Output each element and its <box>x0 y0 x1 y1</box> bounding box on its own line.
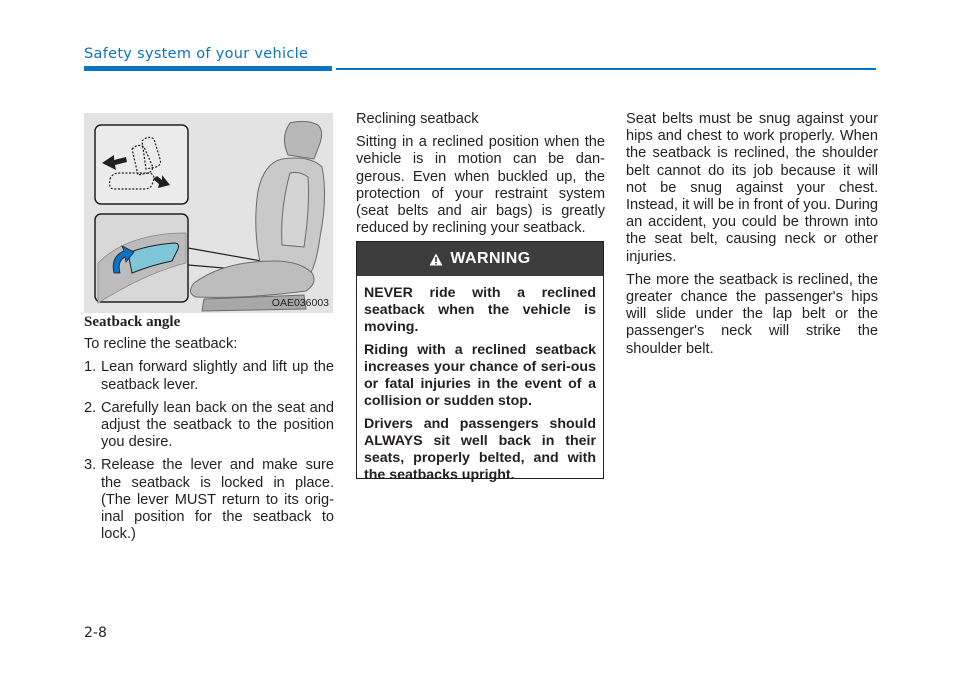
body-paragraph: The more the seatback is reclined, the greater chance the passenger's hips will slide under the lap belt or the passenger's neck will strike the shoulder belt. <box>626 271 878 357</box>
column-left <box>84 314 334 549</box>
figure-code: OAE036003 <box>271 297 329 309</box>
list-item <box>84 359 334 393</box>
step-number: 3. <box>84 457 97 474</box>
section-header-title: Safety system of your vehicle <box>84 46 309 62</box>
column-middle <box>356 111 605 243</box>
column-right <box>626 111 878 364</box>
section-heading: Seatback angle <box>84 314 181 330</box>
seat-drawing <box>84 113 333 313</box>
list-item <box>84 457 334 543</box>
warning-box <box>356 241 604 483</box>
recline-steps-list <box>84 359 334 543</box>
header-rule <box>336 68 876 70</box>
step-text: Release the lever and make sure the seatback is locked in place. (The lever MUST return to its orig-inal position for the seatback to lock.) <box>101 457 334 543</box>
warning-paragraph: Drivers and passengers should ALWAYS sit well back in their seats, properly belted, and with the seatbacks upright. <box>364 416 596 483</box>
warning-body <box>357 276 603 484</box>
warning-title: WARNING <box>450 250 531 267</box>
header-accent-bar <box>84 66 332 71</box>
step-number: 1. <box>84 359 97 376</box>
warning-header <box>357 242 603 276</box>
step-text: Carefully lean back on the seat and adjust the seatback to the position you desire. <box>101 399 334 451</box>
seat-illustration <box>84 113 333 313</box>
subheading: Reclining seatback <box>356 111 479 127</box>
body-paragraph: Sitting in a reclined position when the vehicle is in motion can be dan-gerous. Even when buckled up, the protection of your restraint system (seat belts and air bags) is greatly reduced by reclining your seatback. <box>356 134 605 237</box>
list-item <box>84 400 334 452</box>
step-number: 2. <box>84 399 97 416</box>
seat-body <box>190 121 324 311</box>
step-text: Lean forward slightly and lift up the seatback lever. <box>101 359 334 393</box>
warning-paragraph: Riding with a reclined seatback increases your chance of seri-ous or fatal injuries in the event of a collision or sudden stop. <box>364 342 596 409</box>
warning-paragraph: NEVER ride with a reclined seatback when the vehicle is moving. <box>364 285 596 335</box>
body-paragraph: Seat belts must be snug against your hips and chest to work properly. When the seatback is reclined, the shoulder belt cannot do its job because it will not be snug against your chest. Instead, it will be in front of you. During an accident, you could be thrown into the seat belt, causing neck or other injuries. <box>626 111 878 265</box>
warning-triangle-icon <box>429 253 443 266</box>
intro-text: To recline the seatback: <box>84 336 238 353</box>
page-number: 2-8 <box>84 625 107 641</box>
